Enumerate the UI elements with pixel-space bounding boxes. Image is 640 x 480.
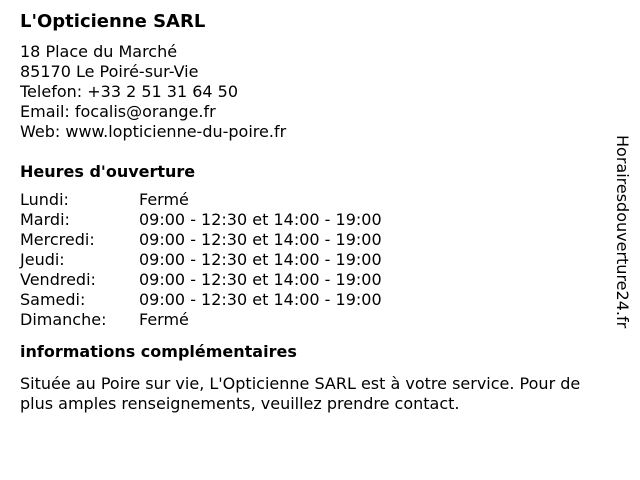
address-city: 85170 Le Poiré-sur-Vie bbox=[20, 62, 199, 81]
time-value: 09:00 - 12:30 et 14:00 - 19:00 bbox=[139, 210, 382, 229]
phone-text: Telefon: +33 2 51 31 64 50 bbox=[20, 82, 239, 101]
hours-row-tuesday bbox=[20, 210, 600, 230]
hours-row-thursday bbox=[20, 250, 600, 270]
website-text: Web: www.lopticienne-du-poire.fr bbox=[20, 122, 287, 141]
hours-row-friday bbox=[20, 270, 600, 290]
business-card bbox=[20, 10, 600, 414]
day-label: Dimanche: bbox=[20, 310, 107, 329]
day-label: Samedi: bbox=[20, 290, 86, 309]
time-value: Fermé bbox=[139, 190, 189, 209]
day-label: Mercredi: bbox=[20, 230, 95, 249]
side-brand-watermark: Horairesdouverture24.fr bbox=[613, 135, 632, 329]
business-name: L'Opticienne SARL bbox=[20, 11, 206, 32]
time-value: 09:00 - 12:30 et 14:00 - 19:00 bbox=[139, 230, 382, 249]
info-description: Située au Poire sur vie, L'Opticienne SARL est à votre service. Pour de plus amples renseignements, veuillez prendre contact. bbox=[20, 374, 581, 413]
hours-row-wednesday bbox=[20, 230, 600, 250]
info-heading: informations complémentaires bbox=[20, 342, 297, 361]
email-text: Email: focalis@orange.fr bbox=[20, 102, 216, 121]
hours-table bbox=[20, 190, 600, 330]
address-street: 18 Place du Marché bbox=[20, 42, 178, 61]
day-label: Vendredi: bbox=[20, 270, 96, 289]
day-label: Mardi: bbox=[20, 210, 70, 229]
time-value: Fermé bbox=[139, 310, 189, 329]
address-block bbox=[20, 42, 600, 142]
hours-row-monday bbox=[20, 190, 600, 210]
hours-heading: Heures d'ouverture bbox=[20, 162, 196, 181]
time-value: 09:00 - 12:30 et 14:00 - 19:00 bbox=[139, 250, 382, 269]
day-label: Jeudi: bbox=[20, 250, 65, 269]
time-value: 09:00 - 12:30 et 14:00 - 19:00 bbox=[139, 270, 382, 289]
time-value: 09:00 - 12:30 et 14:00 - 19:00 bbox=[139, 290, 382, 309]
hours-row-sunday bbox=[20, 310, 600, 330]
day-label: Lundi: bbox=[20, 190, 69, 209]
hours-row-saturday bbox=[20, 290, 600, 310]
